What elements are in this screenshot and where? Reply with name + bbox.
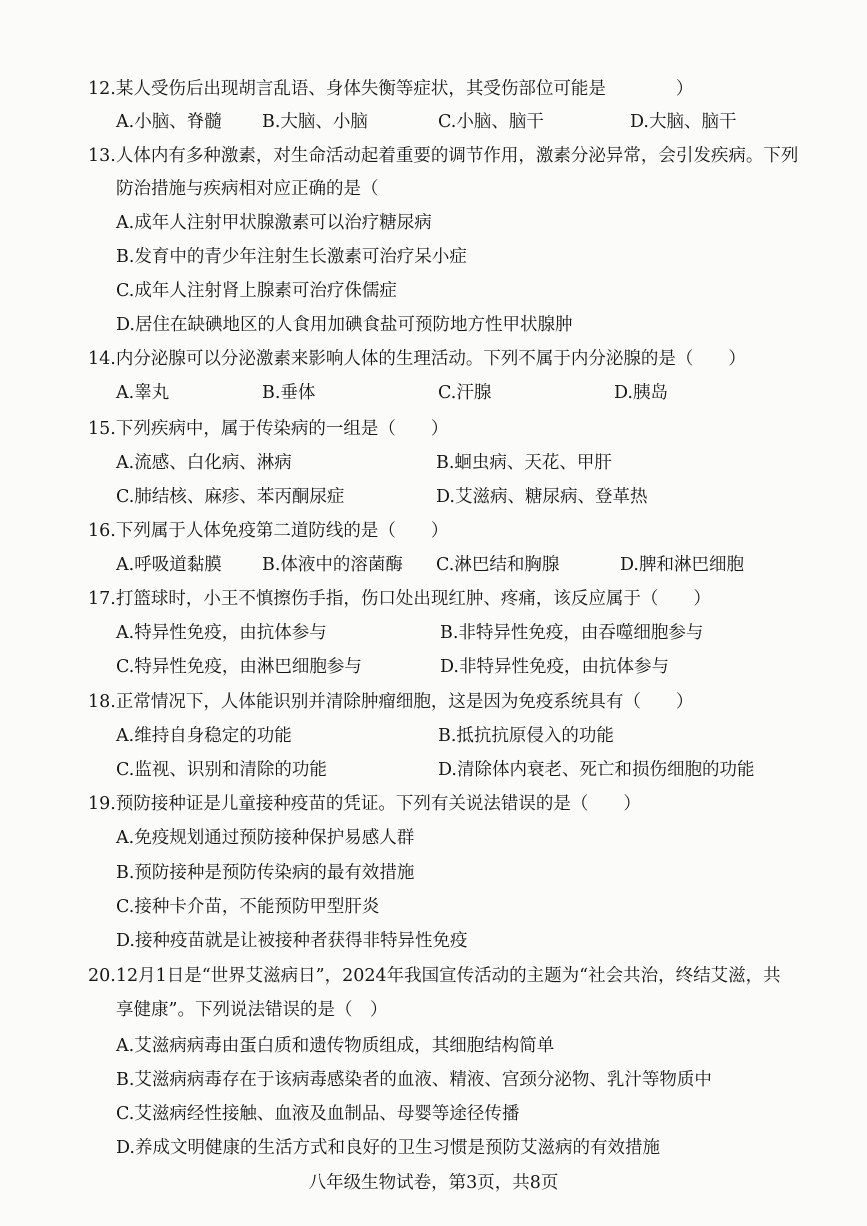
page-footer: 八年级生物试卷，第3页，共8页 <box>308 1173 559 1193</box>
question-17-option-d: D.非特异性免疫，由抗体参与 <box>440 657 669 677</box>
question-12-option-c: C.小脑、脑干 <box>438 112 544 132</box>
question-18-option-a: A.维持自身稳定的功能 <box>116 726 292 746</box>
question-15-option-c: C.肺结核、麻疹、苯丙酮尿症 <box>116 487 345 507</box>
question-12-option-d: D.大脑、脑干 <box>630 112 737 132</box>
question-17-option-a: A.特异性免疫，由抗体参与 <box>116 623 327 643</box>
question-17-option-c: C.特异性免疫，由淋巴细胞参与 <box>116 657 362 677</box>
question-12-option-b: B.大脑、小脑 <box>262 112 368 132</box>
question-18-option-d: D.清除体内衰老、死亡和损伤细胞的功能 <box>438 760 755 780</box>
question-15-option-a: A.流感、白化病、淋病 <box>116 453 292 473</box>
question-16-option-d: D.脾和淋巴细胞 <box>620 555 744 575</box>
question-19-option-c: C.接种卡介苗，不能预防甲型肝炎 <box>116 897 380 917</box>
question-20-stem-line2: 享健康”。下列说法错误的是（ ） <box>116 1000 388 1020</box>
question-13-option-a: A.成年人注射甲状腺激素可以治疗糖尿病 <box>116 213 432 233</box>
question-20-option-c: C.艾滋病经性接触、血液及血制品、母婴等途径传播 <box>116 1104 520 1124</box>
question-15-option-d: D.艾滋病、糖尿病、登革热 <box>436 487 648 507</box>
question-17-option-b: B.非特异性免疫，由吞噬细胞参与 <box>440 623 704 643</box>
question-19-option-b: B.预防接种是预防传染病的最有效措施 <box>116 863 415 883</box>
question-15-stem: 15.下列疾病中，属于传染病的一组是（ ） <box>88 419 449 439</box>
question-13-stem-line1: 13.人体内有多种激素，对生命活动起着重要的调节作用，激素分泌异常，会引发疾病。下列 <box>88 146 799 166</box>
question-16-stem: 16.下列属于人体免疫第二道防线的是（ ） <box>88 521 449 541</box>
question-20-stem-line1: 20.12月1日是“世界艾滋病日”，2024年我国宣传活动的主题为“社会共治，终结艾滋，共 <box>88 966 781 986</box>
question-14-option-b: B.垂体 <box>262 383 316 403</box>
question-19-option-d: D.接种疫苗就是让被接种者获得非特异性免疫 <box>116 931 468 951</box>
question-20-option-b: B.艾滋病病毒存在于该病毒感染者的血液、精液、宫颈分泌物、乳汁等物质中 <box>116 1070 712 1090</box>
question-16-option-c: C.淋巴结和胸腺 <box>436 555 560 575</box>
question-13-stem-line2: 防治措施与疾病相对应正确的是（ <box>116 179 379 199</box>
question-13-option-b: B.发育中的青少年注射生长激素可治疗呆小症 <box>116 247 467 267</box>
question-15-option-b: B.蛔虫病、天花、甲肝 <box>436 453 612 473</box>
question-14-stem: 14.内分泌腺可以分泌激素来影响人体的生理活动。下列不属于内分泌腺的是（ ） <box>88 349 746 369</box>
question-13-option-d: D.居住在缺碘地区的人食用加碘食盐可预防地方性甲状腺肿 <box>116 315 573 335</box>
question-18-option-b: B.抵抗抗原侵入的功能 <box>438 726 614 746</box>
question-13-option-c: C.成年人注射肾上腺素可治疗侏儒症 <box>116 281 397 301</box>
question-19-stem: 19.预防接种证是儿童接种疫苗的凭证。下列有关说法错误的是（ ） <box>88 794 641 814</box>
question-20-option-a: A.艾滋病病毒由蛋白质和遗传物质组成，其细胞结构简单 <box>116 1036 555 1056</box>
question-16-option-a: A.呼吸道黏膜 <box>116 555 222 575</box>
question-12-stem: 12.某人受伤后出现胡言乱语、身体失衡等症状，其受伤部位可能是 ） <box>88 79 694 99</box>
question-16-option-b: B.体液中的溶菌酶 <box>262 555 403 575</box>
question-17-stem: 17.打篮球时，小王不慎擦伤手指，伤口处出现红肿、疼痛，该反应属于（ ） <box>88 589 711 609</box>
question-14-option-c: C.汗腺 <box>438 383 492 403</box>
question-14-option-d: D.胰岛 <box>614 383 668 403</box>
question-18-stem: 18.正常情况下，人体能识别并清除肿瘤细胞，这是因为免疫系统具有（ ） <box>88 692 694 712</box>
question-20-option-d: D.养成文明健康的生活方式和良好的卫生习惯是预防艾滋病的有效措施 <box>116 1138 660 1158</box>
question-12-option-a: A.小脑、脊髓 <box>116 112 222 132</box>
question-18-option-c: C.监视、识别和清除的功能 <box>116 760 327 780</box>
question-19-option-a: A.免疫规划通过预防接种保护易感人群 <box>116 828 415 848</box>
question-14-option-a: A.睾丸 <box>116 383 170 403</box>
